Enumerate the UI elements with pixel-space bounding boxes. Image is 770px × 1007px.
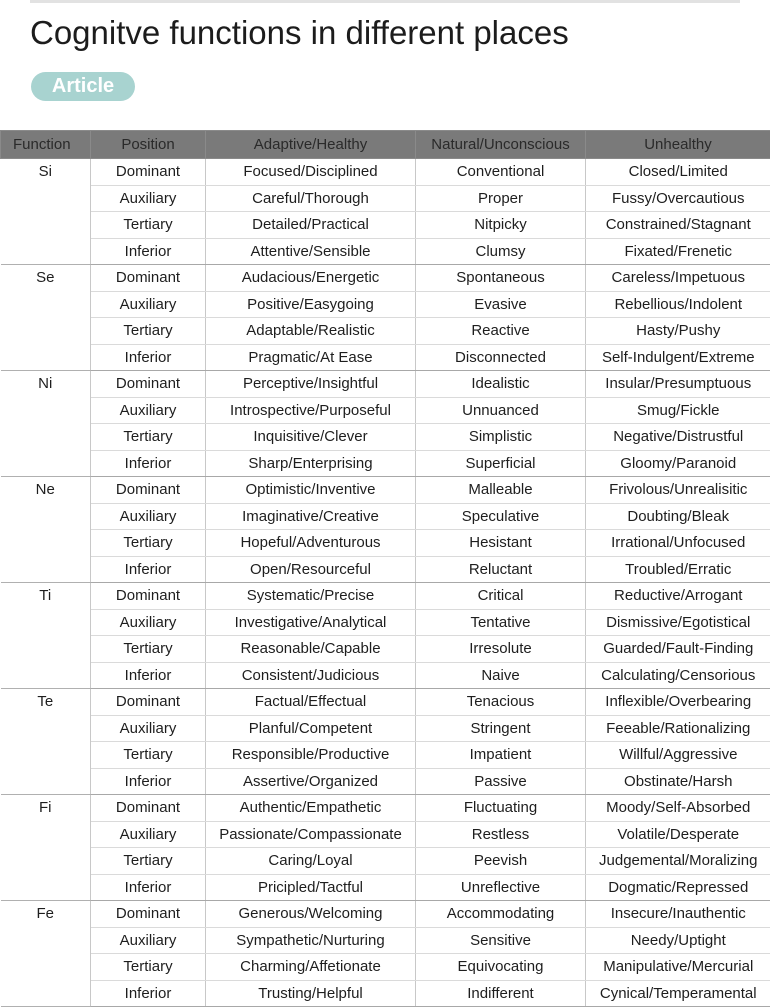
adaptive-cell: Inquisitive/Clever: [206, 424, 416, 451]
natural-cell: Hesistant: [416, 530, 586, 557]
natural-cell: Malleable: [416, 477, 586, 504]
position-cell: Auxiliary: [91, 503, 206, 530]
function-cell: Ti: [1, 583, 91, 689]
table-row: [1, 556, 770, 583]
position-cell: Dominant: [91, 477, 206, 504]
natural-cell: Simplistic: [416, 424, 586, 451]
adaptive-cell: Reasonable/Capable: [206, 636, 416, 663]
unhealthy-cell: Rebellious/Indolent: [586, 291, 770, 318]
unhealthy-cell: Manipulative/Mercurial: [586, 954, 770, 981]
natural-cell: Impatient: [416, 742, 586, 769]
table-row: [1, 742, 770, 769]
adaptive-cell: Attentive/Sensible: [206, 238, 416, 265]
natural-cell: Nitpicky: [416, 212, 586, 239]
natural-cell: Equivocating: [416, 954, 586, 981]
table-row: [1, 901, 770, 928]
unhealthy-cell: Obstinate/Harsh: [586, 768, 770, 795]
unhealthy-cell: Willful/Aggressive: [586, 742, 770, 769]
adaptive-cell: Factual/Effectual: [206, 689, 416, 716]
adaptive-cell: Responsible/Productive: [206, 742, 416, 769]
unhealthy-cell: Hasty/Pushy: [586, 318, 770, 345]
adaptive-cell: Sympathetic/Nurturing: [206, 927, 416, 954]
adaptive-cell: Generous/Welcoming: [206, 901, 416, 928]
natural-cell: Tenacious: [416, 689, 586, 716]
adaptive-cell: Investigative/Analytical: [206, 609, 416, 636]
adaptive-cell: Trusting/Helpful: [206, 980, 416, 1007]
functions-table-container: [0, 130, 770, 1007]
table-row: [1, 609, 770, 636]
table-row: [1, 954, 770, 981]
unhealthy-cell: Careless/Impetuous: [586, 265, 770, 292]
adaptive-cell: Positive/Easygoing: [206, 291, 416, 318]
position-cell: Inferior: [91, 662, 206, 689]
table-row: [1, 795, 770, 822]
natural-cell: Sensitive: [416, 927, 586, 954]
unhealthy-cell: Reductive/Arrogant: [586, 583, 770, 610]
function-cell: Se: [1, 265, 91, 371]
column-header-adaptive: Adaptive/Healthy: [206, 131, 416, 159]
table-row: [1, 583, 770, 610]
adaptive-cell: Planful/Competent: [206, 715, 416, 742]
unhealthy-cell: Calculating/Censorious: [586, 662, 770, 689]
table-row: [1, 318, 770, 345]
function-cell: Fe: [1, 901, 91, 1007]
unhealthy-cell: Inflexible/Overbearing: [586, 689, 770, 716]
position-cell: Inferior: [91, 344, 206, 371]
natural-cell: Evasive: [416, 291, 586, 318]
natural-cell: Idealistic: [416, 371, 586, 398]
function-cell: Ne: [1, 477, 91, 583]
table-row: [1, 927, 770, 954]
header-row: [1, 131, 770, 159]
unhealthy-cell: Negative/Distrustful: [586, 424, 770, 451]
position-cell: Tertiary: [91, 742, 206, 769]
natural-cell: Passive: [416, 768, 586, 795]
adaptive-cell: Consistent/Judicious: [206, 662, 416, 689]
function-cell: Fi: [1, 795, 91, 901]
natural-cell: Superficial: [416, 450, 586, 477]
unhealthy-cell: Doubting/Bleak: [586, 503, 770, 530]
natural-cell: Clumsy: [416, 238, 586, 265]
column-header-unhealthy: Unhealthy: [586, 131, 770, 159]
adaptive-cell: Pragmatic/At Ease: [206, 344, 416, 371]
adaptive-cell: Charming/Affetionate: [206, 954, 416, 981]
natural-cell: Conventional: [416, 159, 586, 186]
position-cell: Inferior: [91, 768, 206, 795]
position-cell: Tertiary: [91, 636, 206, 663]
position-cell: Inferior: [91, 556, 206, 583]
position-cell: Inferior: [91, 450, 206, 477]
table-row: [1, 848, 770, 875]
table-row: [1, 238, 770, 265]
adaptive-cell: Careful/Thorough: [206, 185, 416, 212]
function-cell: Ni: [1, 371, 91, 477]
adaptive-cell: Open/Resourceful: [206, 556, 416, 583]
natural-cell: Naive: [416, 662, 586, 689]
unhealthy-cell: Troubled/Erratic: [586, 556, 770, 583]
adaptive-cell: Focused/Disciplined: [206, 159, 416, 186]
table-row: [1, 503, 770, 530]
unhealthy-cell: Frivolous/Unrealisitic: [586, 477, 770, 504]
adaptive-cell: Pricipled/Tactful: [206, 874, 416, 901]
position-cell: Auxiliary: [91, 821, 206, 848]
column-header-function: Function: [1, 131, 91, 159]
position-cell: Inferior: [91, 980, 206, 1007]
unhealthy-cell: Dismissive/Egotistical: [586, 609, 770, 636]
position-cell: Dominant: [91, 689, 206, 716]
table-row: [1, 662, 770, 689]
adaptive-cell: Imaginative/Creative: [206, 503, 416, 530]
adaptive-cell: Systematic/Precise: [206, 583, 416, 610]
table-row: [1, 689, 770, 716]
unhealthy-cell: Needy/Uptight: [586, 927, 770, 954]
table-row: [1, 159, 770, 186]
table-row: [1, 344, 770, 371]
adaptive-cell: Caring/Loyal: [206, 848, 416, 875]
position-cell: Dominant: [91, 795, 206, 822]
position-cell: Auxiliary: [91, 715, 206, 742]
unhealthy-cell: Smug/Fickle: [586, 397, 770, 424]
natural-cell: Tentative: [416, 609, 586, 636]
position-cell: Auxiliary: [91, 397, 206, 424]
natural-cell: Disconnected: [416, 344, 586, 371]
table-row: [1, 715, 770, 742]
unhealthy-cell: Judgemental/Moralizing: [586, 848, 770, 875]
natural-cell: Reactive: [416, 318, 586, 345]
natural-cell: Accommodating: [416, 901, 586, 928]
natural-cell: Proper: [416, 185, 586, 212]
table-row: [1, 371, 770, 398]
adaptive-cell: Perceptive/Insightful: [206, 371, 416, 398]
position-cell: Dominant: [91, 371, 206, 398]
table-row: [1, 821, 770, 848]
table-row: [1, 397, 770, 424]
natural-cell: Reluctant: [416, 556, 586, 583]
position-cell: Dominant: [91, 901, 206, 928]
unhealthy-cell: Self-Indulgent/Extreme: [586, 344, 770, 371]
adaptive-cell: Assertive/Organized: [206, 768, 416, 795]
function-cell: Si: [1, 159, 91, 265]
adaptive-cell: Introspective/Purposeful: [206, 397, 416, 424]
natural-cell: Unreflective: [416, 874, 586, 901]
article-badge[interactable]: Article: [31, 72, 135, 101]
position-cell: Tertiary: [91, 424, 206, 451]
adaptive-cell: Adaptable/Realistic: [206, 318, 416, 345]
natural-cell: Peevish: [416, 848, 586, 875]
table-row: [1, 212, 770, 239]
natural-cell: Restless: [416, 821, 586, 848]
unhealthy-cell: Moody/Self-Absorbed: [586, 795, 770, 822]
unhealthy-cell: Irrational/Unfocused: [586, 530, 770, 557]
table-row: [1, 265, 770, 292]
natural-cell: Irresolute: [416, 636, 586, 663]
natural-cell: Spontaneous: [416, 265, 586, 292]
position-cell: Dominant: [91, 265, 206, 292]
unhealthy-cell: Guarded/Fault-Finding: [586, 636, 770, 663]
adaptive-cell: Audacious/Energetic: [206, 265, 416, 292]
table-row: [1, 424, 770, 451]
table-row: [1, 185, 770, 212]
natural-cell: Critical: [416, 583, 586, 610]
position-cell: Tertiary: [91, 954, 206, 981]
table-row: [1, 291, 770, 318]
position-cell: Dominant: [91, 583, 206, 610]
adaptive-cell: Hopeful/Adventurous: [206, 530, 416, 557]
position-cell: Auxiliary: [91, 185, 206, 212]
adaptive-cell: Detailed/Practical: [206, 212, 416, 239]
unhealthy-cell: Fixated/Frenetic: [586, 238, 770, 265]
natural-cell: Stringent: [416, 715, 586, 742]
table-row: [1, 530, 770, 557]
unhealthy-cell: Fussy/Overcautious: [586, 185, 770, 212]
position-cell: Dominant: [91, 159, 206, 186]
natural-cell: Indifferent: [416, 980, 586, 1007]
table-body: [1, 159, 770, 1007]
unhealthy-cell: Cynical/Temperamental: [586, 980, 770, 1007]
position-cell: Tertiary: [91, 530, 206, 557]
unhealthy-cell: Insular/Presumptuous: [586, 371, 770, 398]
position-cell: Tertiary: [91, 318, 206, 345]
position-cell: Tertiary: [91, 848, 206, 875]
adaptive-cell: Authentic/Empathetic: [206, 795, 416, 822]
natural-cell: Speculative: [416, 503, 586, 530]
adaptive-cell: Optimistic/Inventive: [206, 477, 416, 504]
position-cell: Auxiliary: [91, 927, 206, 954]
position-cell: Inferior: [91, 874, 206, 901]
table-row: [1, 768, 770, 795]
table-row: [1, 636, 770, 663]
unhealthy-cell: Gloomy/Paranoid: [586, 450, 770, 477]
unhealthy-cell: Insecure/Inauthentic: [586, 901, 770, 928]
table-header: [1, 131, 770, 159]
adaptive-cell: Sharp/Enterprising: [206, 450, 416, 477]
unhealthy-cell: Constrained/Stagnant: [586, 212, 770, 239]
adaptive-cell: Passionate/Compassionate: [206, 821, 416, 848]
function-cell: Te: [1, 689, 91, 795]
natural-cell: Fluctuating: [416, 795, 586, 822]
functions-table: [0, 130, 770, 1007]
column-header-natural: Natural/Unconscious: [416, 131, 586, 159]
page-title: Cognitve functions in different places: [30, 14, 569, 52]
table-row: [1, 450, 770, 477]
unhealthy-cell: Feeable/Rationalizing: [586, 715, 770, 742]
column-header-position: Position: [91, 131, 206, 159]
unhealthy-cell: Dogmatic/Repressed: [586, 874, 770, 901]
natural-cell: Unnuanced: [416, 397, 586, 424]
table-row: [1, 980, 770, 1007]
position-cell: Auxiliary: [91, 291, 206, 318]
position-cell: Auxiliary: [91, 609, 206, 636]
position-cell: Inferior: [91, 238, 206, 265]
top-divider: [30, 0, 740, 3]
unhealthy-cell: Closed/Limited: [586, 159, 770, 186]
table-row: [1, 874, 770, 901]
unhealthy-cell: Volatile/Desperate: [586, 821, 770, 848]
table-row: [1, 477, 770, 504]
position-cell: Tertiary: [91, 212, 206, 239]
